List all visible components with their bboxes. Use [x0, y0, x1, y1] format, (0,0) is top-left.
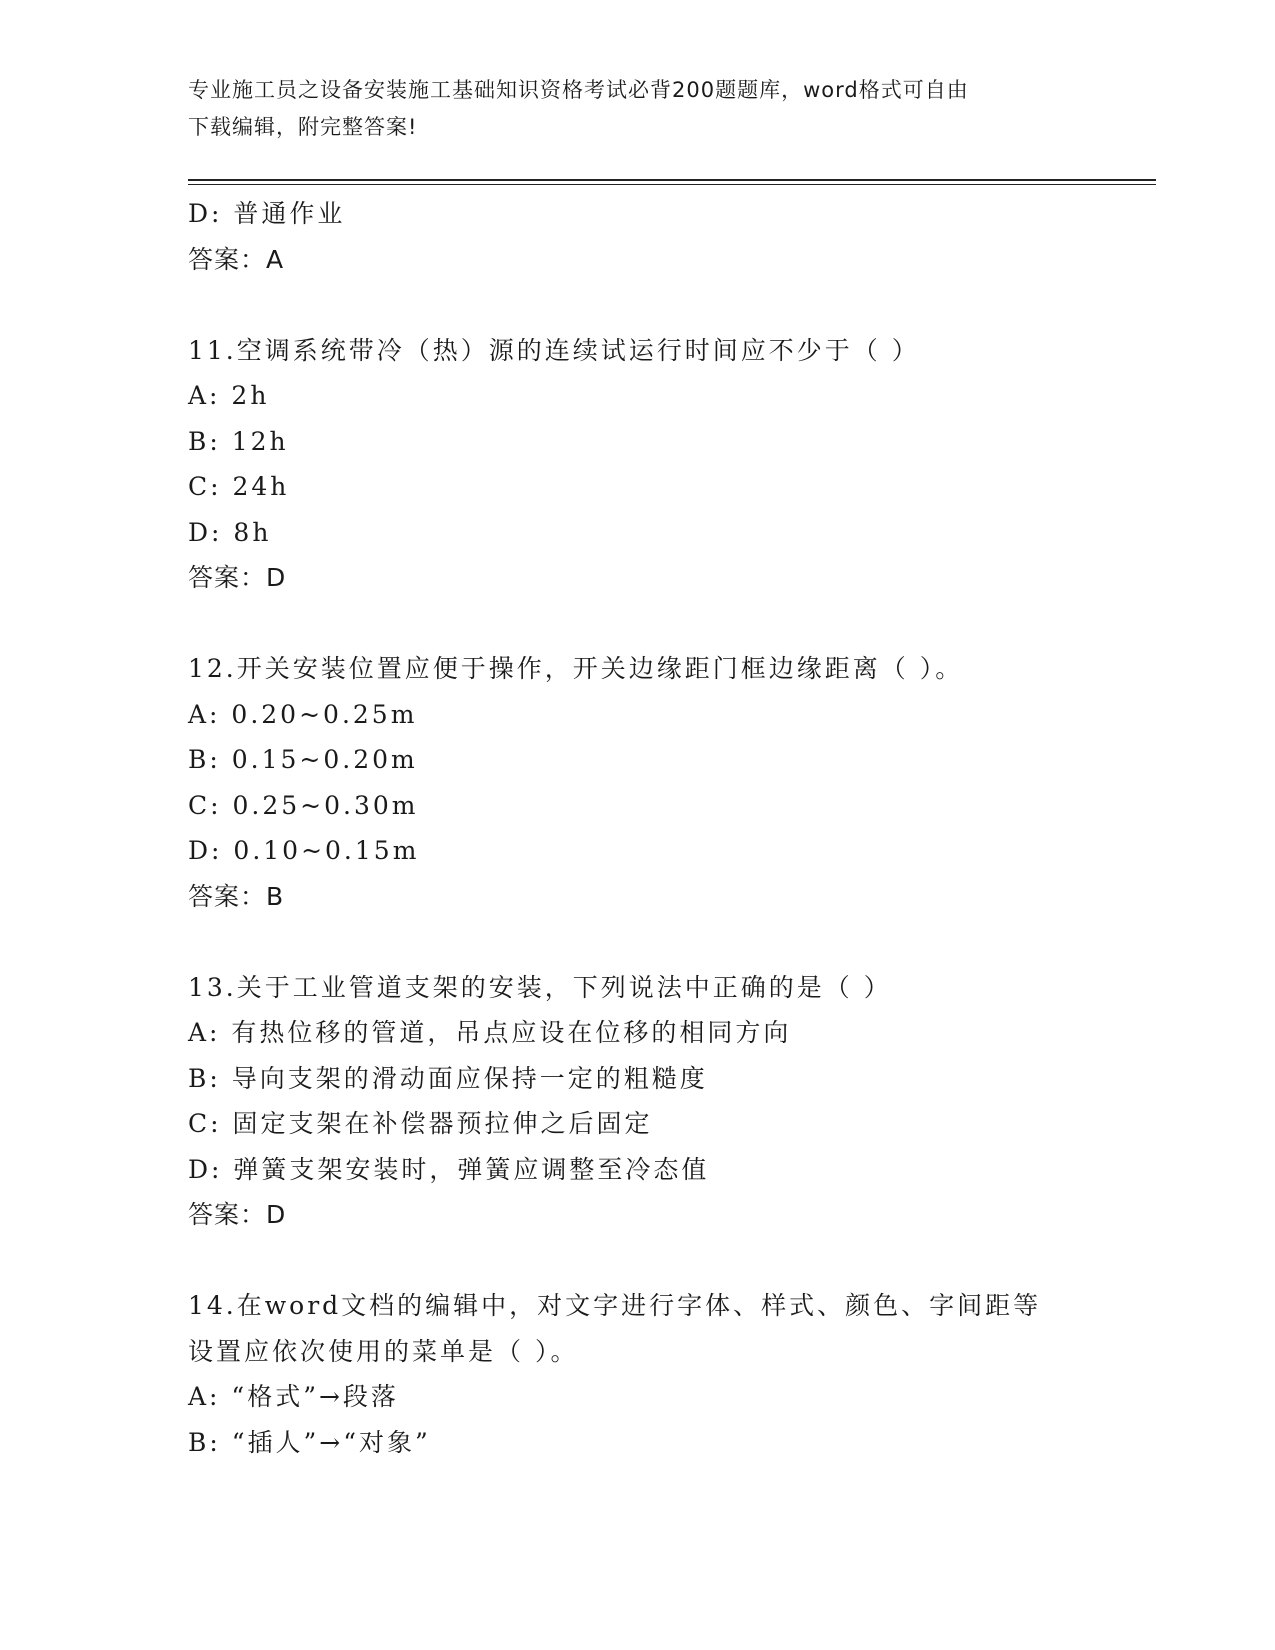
option-a: A: “格式”→段落 — [188, 1382, 399, 1411]
answer: 答案：D — [188, 563, 287, 592]
header-line-1: 专业施工员之设备安装施工基础知识资格考试必背200题题库，word格式可自由 — [188, 78, 969, 102]
option-b: B: “插人”→“对象” — [188, 1427, 431, 1457]
header-rule-thin — [188, 184, 1156, 185]
prev-answer: 答案：A — [188, 244, 285, 274]
header-line-2: 下载编辑，附完整答案! — [188, 115, 418, 139]
document-header — [188, 72, 1068, 146]
question-11 — [188, 328, 1088, 601]
option-a: A: 2h — [188, 381, 270, 410]
option-c: C: 24h — [188, 472, 290, 501]
option-b: B: 12h — [188, 426, 289, 456]
question-stem: 12.开关安装位置应便于操作，开关边缘距门框边缘距离（ ）。 — [188, 654, 964, 683]
answer: 答案：D — [188, 1200, 287, 1229]
spacer — [188, 919, 1088, 965]
prev-option-d: D: 普通作业 — [188, 199, 346, 228]
option-d: D: 8h — [188, 517, 272, 547]
question-14 — [188, 1283, 1088, 1465]
question-stem: 14.在word文档的编辑中，对文字进行字体、样式、颜色、字间距等 — [188, 1291, 1042, 1320]
option-a: A: 有热位移的管道，吊点应设在位移的相同方向 — [188, 1018, 792, 1047]
question-13 — [188, 965, 1088, 1238]
option-b: B: 导向支架的滑动面应保持一定的粗糙度 — [188, 1063, 708, 1093]
question-stem: 11.空调系统带冷（热）源的连续试运行时间应不少于（ ） — [188, 335, 920, 365]
document-body — [188, 191, 1088, 1465]
option-c: C: 0.25~0.30m — [188, 790, 419, 820]
question-12 — [188, 646, 1088, 919]
option-b: B: 0.15~0.20m — [188, 745, 418, 774]
question-stem: 13.关于工业管道支架的安装，下列说法中正确的是（ ） — [188, 972, 892, 1002]
spacer — [188, 1238, 1088, 1284]
option-a: A: 0.20~0.25m — [188, 699, 418, 729]
header-rule-thick — [188, 179, 1156, 181]
option-d: D: 弹簧支架安装时，弹簧应调整至冷态值 — [188, 1154, 710, 1184]
question-stem-continued: 设置应依次使用的菜单是（ ）。 — [188, 1336, 579, 1366]
spacer — [188, 282, 1088, 328]
option-d: D: 0.10~0.15m — [188, 836, 420, 865]
option-c: C: 固定支架在补偿器预拉伸之后固定 — [188, 1109, 653, 1138]
answer: 答案：B — [188, 881, 285, 911]
spacer — [188, 601, 1088, 647]
